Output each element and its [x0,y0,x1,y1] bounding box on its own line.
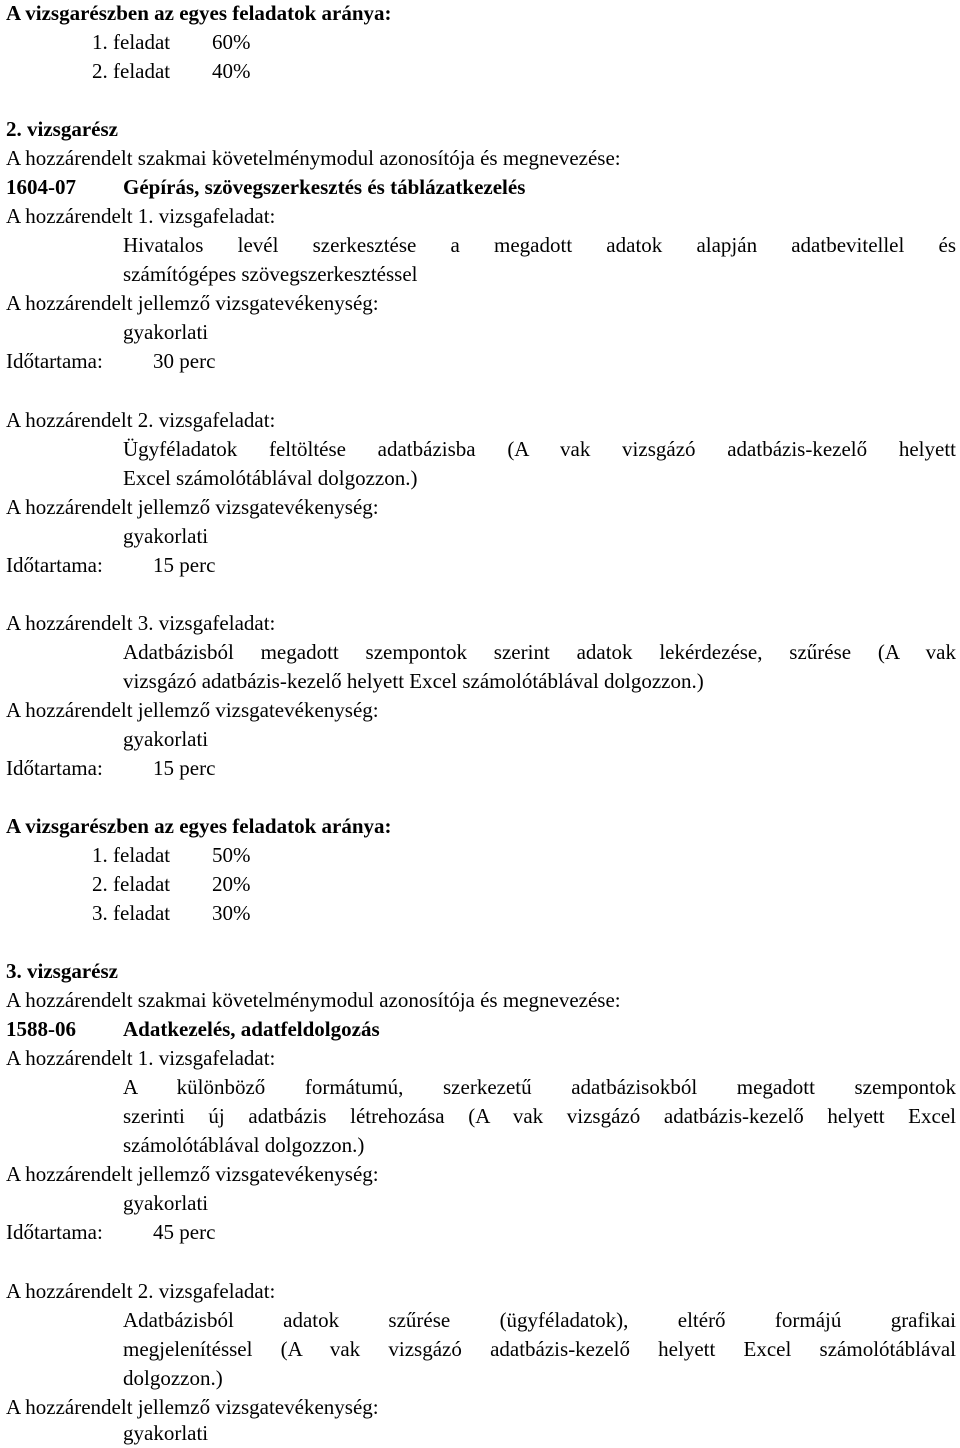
duration-value: 45 perc [153,1220,216,1244]
ratio-value: 20% [212,872,251,896]
task-description: számítógépes szövegszerkesztéssel [123,262,418,286]
section-heading: 3. vizsgarész [6,959,118,983]
task-description: Adatbázisból megadott szempontok szerint adatok lekérdezése, szűrése (A vak [123,640,956,664]
task-description: Excel számolótáblával dolgozzon.) [123,466,418,490]
ratio-label: 3. feladat [92,901,171,925]
activity-value: gyakorlati [123,320,209,344]
task-description: Ügyféladatok feltöltése adatbázisba (A vak vizsgázó adatbázis-kezelő helyett [123,437,956,461]
activity-label: A hozzárendelt jellemző vizsgatevékenység: [6,698,379,722]
activity-label: A hozzárendelt jellemző vizsgatevékenység: [6,291,379,315]
ratio-label: 1. feladat [92,30,171,54]
module-code: 1604-07 [6,175,76,199]
module-label: A hozzárendelt szakmai követelménymodul azonosítója és megnevezése: [6,988,621,1012]
task-description: Hivatalos levél szerkesztése a megadott adatok alapján adatbevitellel és [123,233,956,257]
module-name: Adatkezelés, adatfeldolgozás [123,1017,380,1041]
ratio-row [92,901,956,925]
duration-label: Időtartama: [6,349,103,373]
ratio-label: 2. feladat [92,872,171,896]
activity-label: A hozzárendelt jellemző vizsgatevékenység: [6,1162,379,1186]
ratio-value: 60% [212,30,251,54]
ratio-label: 1. feladat [92,843,171,867]
duration-value: 15 perc [153,756,216,780]
task-description: A különböző formátumú, szerkezetű adatbázisokból megadott szempontok [123,1075,956,1099]
duration-label: Időtartama: [6,553,103,577]
task-label: A hozzárendelt 1. vizsgafeladat: [6,1046,276,1070]
task-label: A hozzárendelt 2. vizsgafeladat: [6,408,276,432]
ratio-row [92,59,956,83]
activity-label: A hozzárendelt jellemző vizsgatevékenység: [6,1395,379,1419]
task-description: dolgozzon.) [123,1366,223,1390]
ratio-heading: A vizsgarészben az egyes feladatok aránya: [6,1,392,25]
ratio-row [92,872,956,896]
section-heading: 2. vizsgarész [6,117,118,141]
task-description: szerinti új adatbázis létrehozása (A vak vizsgázó adatbázis-kezelő helyett Excel [123,1104,956,1128]
task-description: számolótáblával dolgozzon.) [123,1133,365,1157]
ratio-label: 2. feladat [92,59,171,83]
duration-value: 30 perc [153,349,216,373]
duration-value: 15 perc [153,553,216,577]
ratio-value: 30% [212,901,251,925]
activity-label: A hozzárendelt jellemző vizsgatevékenység: [6,495,379,519]
module-code: 1588-06 [6,1017,76,1041]
module-label: A hozzárendelt szakmai követelménymodul azonosítója és megnevezése: [6,146,621,170]
ratio-row [92,843,956,867]
task-description: Adatbázisból adatok szűrése (ügyféladatok), eltérő formájú grafikai [123,1308,956,1332]
duration-label: Időtartama: [6,1220,103,1244]
ratio-row [92,30,956,54]
activity-value: gyakorlati [123,524,209,548]
ratio-value: 40% [212,59,251,83]
ratio-value: 50% [212,843,251,867]
module-name: Gépírás, szövegszerkesztés és táblázatkezelés [123,175,526,199]
task-label: A hozzárendelt 1. vizsgafeladat: [6,204,276,228]
activity-value: gyakorlati [123,1191,209,1215]
task-label: A hozzárendelt 3. vizsgafeladat: [6,611,276,635]
activity-value: gyakorlati [123,727,209,751]
task-label: A hozzárendelt 2. vizsgafeladat: [6,1279,276,1303]
module-title [6,175,956,199]
module-title [6,1017,956,1041]
ratio-heading: A vizsgarészben az egyes feladatok aránya: [6,814,392,838]
task-description: vizsgázó adatbázis-kezelő helyett Excel számolótáblával dolgozzon.) [123,669,704,693]
task-description: megjelenítéssel (A vak vizsgázó adatbázis-kezelő helyett Excel számolótáblával [123,1337,956,1361]
duration-label: Időtartama: [6,756,103,780]
activity-value: gyakorlati [123,1421,209,1445]
